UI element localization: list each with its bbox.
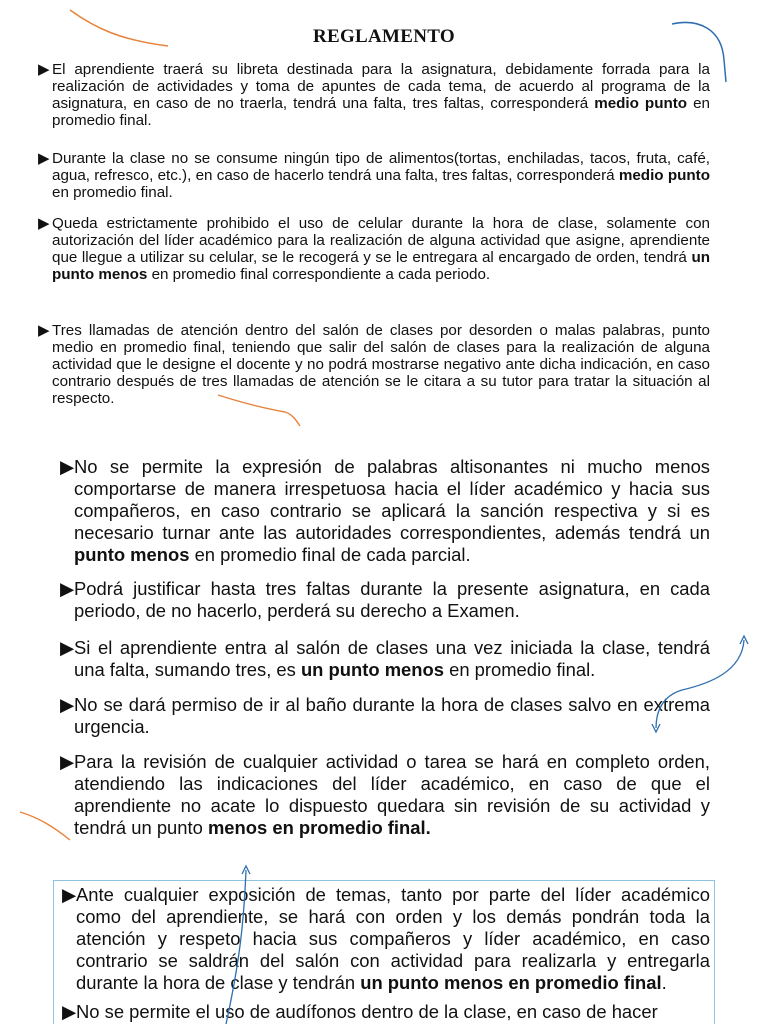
arrow-bullet-icon: ▶ bbox=[38, 61, 50, 78]
rule-text-end: en promedio final. bbox=[52, 184, 173, 201]
rule-item bbox=[38, 150, 710, 201]
rule-item bbox=[60, 751, 710, 839]
rule-item bbox=[38, 61, 710, 129]
arrow-bullet-icon: ▶ bbox=[38, 215, 50, 232]
rule-text-end: en promedio final de cada parcial. bbox=[189, 544, 471, 565]
rule-emphasis: un punto menos bbox=[300, 659, 444, 680]
rule-text: Si el aprendiente entra al salón de clases una vez iniciada la clase, tendrá una falta, sumando tres, es bbox=[74, 637, 710, 680]
rule-text: Queda estrictamente prohibido el uso de celular durante la hora de clase, solamente con autorización del líder académico para la realización de alguna actividad que asigne, aprendiente que llegue a utilizar su celular, se le recogerá y se le entregara al encargado de orden, tendrá bbox=[52, 215, 710, 266]
blue-arrowhead-icon bbox=[242, 866, 250, 874]
rule-emphasis: un punto menos en promedio final bbox=[360, 972, 662, 993]
rule-text: No se permite el uso de audífonos dentro de la clase, en caso de hacer bbox=[76, 1001, 658, 1022]
rule-text: No se dará permiso de ir al baño durante la hora de clases salvo en extrema urgencia. bbox=[74, 694, 710, 737]
rule-item bbox=[38, 215, 710, 283]
rule-item bbox=[60, 456, 710, 566]
rule-text-end: en promedio final. bbox=[52, 95, 710, 129]
arrow-bullet-icon: ▶ bbox=[60, 578, 75, 599]
arrow-bullet-icon: ▶ bbox=[38, 150, 50, 167]
arrow-bullet-icon: ▶ bbox=[60, 637, 75, 658]
rule-text: El aprendiente traerá su libreta destinada para la asignatura, debidamente forrada para la realización de actividades y toma de apuntes de cada tema, de acuerdo al programa de la asignatura, en caso de no traerla, tendrá una falta, tres faltas, corresponderá bbox=[52, 61, 710, 112]
rule-text: Tres llamadas de atención dentro del salón de clases por desorden o malas palabras, punto medio en promedio final, teniendo que salir del salón de clases para la realización de alguna actividad que le designe el docente y no podrá mostrarse negativo ante dicha indicación, en caso contrario después de tres llamadas de atención se le citara a su tutor para tratar la situación al respecto. bbox=[52, 322, 710, 407]
boxed-rules-frame bbox=[53, 880, 715, 1024]
arrow-bullet-icon: ▶ bbox=[62, 1001, 77, 1022]
rule-text: Ante cualquier exposición de temas, tanto por parte del líder académico como del aprendiente, se hará con orden y los demás pondrán toda la atención y respeto hacia sus compañeros y líder académico, en caso contrario se saldrán del salón con actividad para realizarla y entregarla durante la hora de clase y tendrán bbox=[76, 884, 710, 993]
rule-item bbox=[60, 637, 710, 681]
rule-item bbox=[38, 322, 710, 407]
arrow-bullet-icon: ▶ bbox=[38, 322, 50, 339]
arrow-bullet-icon: ▶ bbox=[60, 751, 75, 772]
rule-emphasis: punto menos bbox=[74, 544, 190, 565]
rule-text-end: en promedio final. bbox=[443, 659, 596, 680]
rule-text: No se permite la expresión de palabras altisonantes ni mucho menos comportarse de manera irrespetuosa hacia el líder académico y hacia sus compañeros, en caso contrario se aplicará la sanción respectiva y si es necesario turnar ante las autoridades correspondientes, además tendrá un bbox=[74, 456, 710, 543]
rule-emphasis: medio punto bbox=[618, 167, 710, 184]
rule-item bbox=[62, 1001, 710, 1023]
rule-text-end: . bbox=[661, 972, 667, 993]
arrow-bullet-icon: ▶ bbox=[60, 694, 75, 715]
rule-text: Podrá justificar hasta tres faltas durante la presente asignatura, en cada periodo, de no hacerlo, perderá su derecho a Examen. bbox=[74, 578, 710, 621]
rule-text-end: en promedio final correspondiente a cada periodo. bbox=[147, 266, 491, 283]
rule-item bbox=[60, 694, 710, 738]
rule-emphasis: un punto menos bbox=[52, 249, 710, 283]
rule-item bbox=[60, 578, 710, 622]
rule-item bbox=[62, 884, 710, 994]
rule-emphasis: medio punto bbox=[594, 95, 688, 112]
arrow-bullet-icon: ▶ bbox=[62, 884, 77, 905]
blue-arrowhead-icon bbox=[740, 636, 748, 644]
rule-text: Durante la clase no se consume ningún tipo de alimentos(tortas, enchiladas, tacos, fruta, café, agua, refresco, etc.), en caso de hacerlo tendrá una falta, tres faltas, corresponderá bbox=[52, 150, 710, 184]
rule-text: Para la revisión de cualquier actividad o tarea se hará en completo orden, atendiendo las indicaciones del líder académico, en caso de que el aprendiente no acate lo dispuesto quedara sin revisión de su actividad y tendrá un punto bbox=[74, 751, 710, 838]
page-title: REGLAMENTO bbox=[312, 26, 455, 47]
rule-emphasis: menos en promedio final. bbox=[207, 817, 431, 838]
arrow-bullet-icon: ▶ bbox=[60, 456, 75, 477]
